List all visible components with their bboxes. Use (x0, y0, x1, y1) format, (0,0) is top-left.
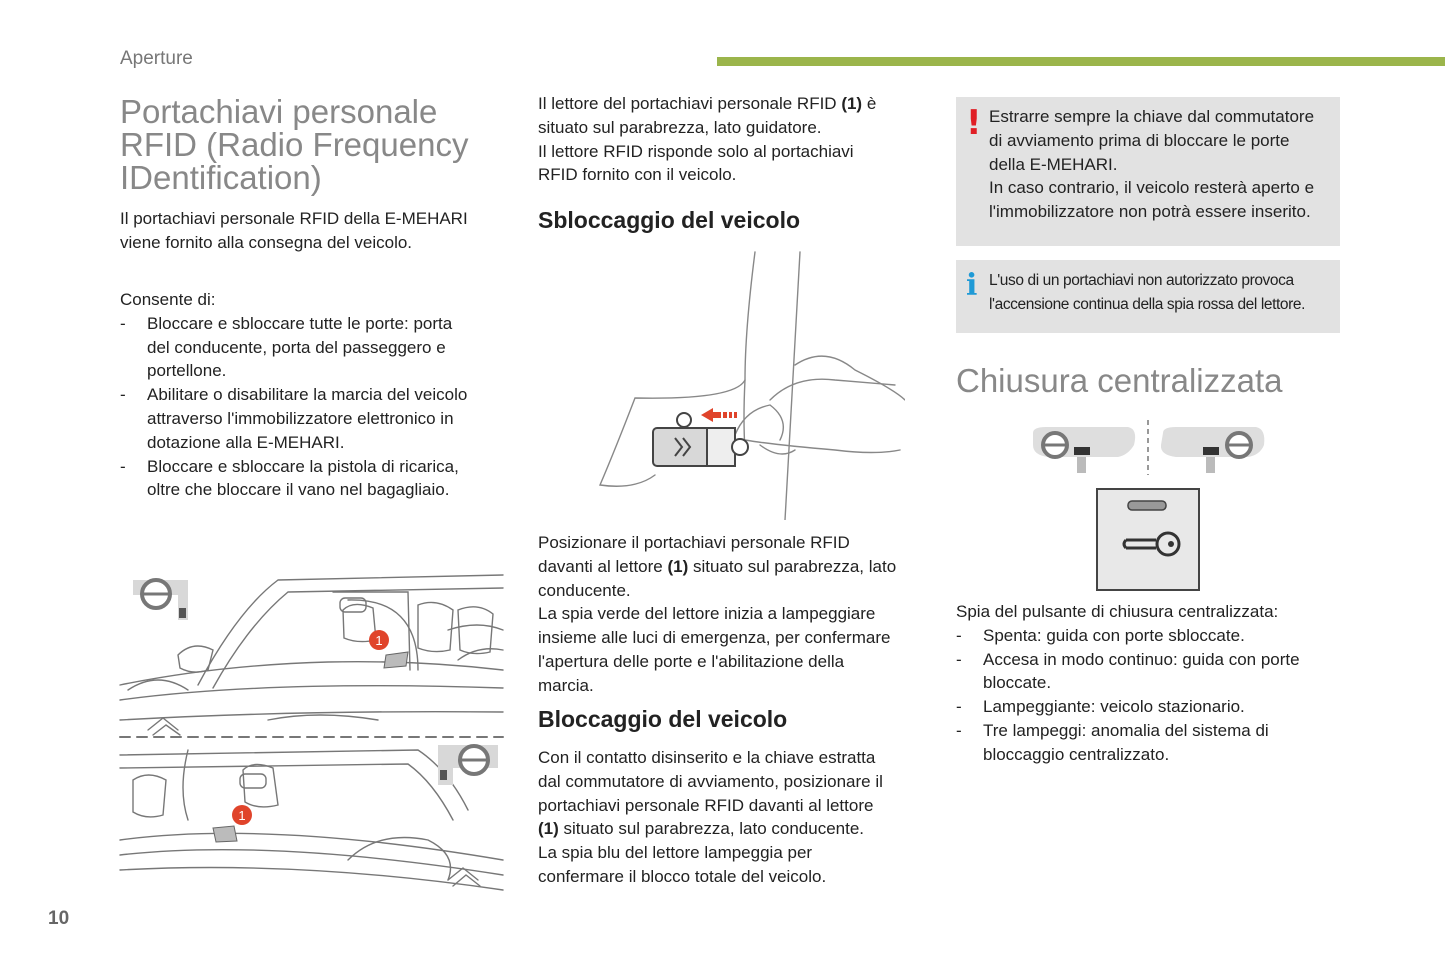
car-interior-illustration (118, 570, 508, 910)
item-line: - Abilitare o disabilitare la marcia del veicolo (147, 385, 468, 405)
list-item (120, 383, 520, 454)
warning-icon: ! (966, 103, 982, 143)
text-line: conducente. (538, 580, 631, 600)
marker-label: 1 (238, 808, 246, 823)
list-item (120, 455, 520, 503)
reader-marker-top (369, 630, 389, 650)
text-line: La spia blu del lettore lampeggia per (538, 843, 813, 863)
item-line: - Tre lampeggi: anomalia del sistema di (983, 720, 1269, 740)
text-line: viene fornito alla consegna del veicolo. (120, 232, 413, 252)
text-line: Il portachiavi personale RFID della E-MEHARI (120, 209, 468, 228)
text-line: Il lettore del portachiavi personale RFID (1) è (538, 94, 877, 113)
text-line: di avviamento prima di bloccare le porte (989, 130, 1290, 150)
item-line: attraverso l'immobilizzatore elettronico in (147, 408, 454, 428)
text-line: della E-MEHARI. (989, 154, 1118, 174)
text-line: l'accensione continua della spia rossa del lettore. (989, 296, 1306, 313)
text-line: dal commutatore di avviamento, posizionare il (538, 771, 883, 791)
spia-section (956, 600, 1346, 767)
page-number: 10 (48, 908, 70, 929)
list-item (956, 648, 1346, 696)
list-item (120, 312, 520, 383)
text-line: L'uso di un portachiavi non autorizzato provoca (989, 272, 1294, 289)
consent-section (120, 288, 520, 502)
intro-paragraph (120, 207, 520, 255)
central-locking-title: Chiusura centralizzata (956, 362, 1283, 399)
rfid-title (120, 95, 510, 194)
steering-wheel-right-icon (1161, 427, 1264, 473)
item-line: oltre che bloccare il vano nel bagagliaio. (147, 480, 450, 500)
warning-box (956, 97, 1340, 246)
text-line: La spia verde del lettore inizia a lampeggiare (538, 604, 876, 624)
list-item (956, 695, 1346, 719)
text-line: Con il contatto disinserito e la chiave estratta (538, 748, 876, 767)
item-line: - Spenta: guida con porte sbloccate. (983, 625, 1245, 645)
item-line: bloccaggio centralizzato. (983, 744, 1170, 764)
list-item (956, 624, 1346, 648)
title-line: Portachiavi personale (120, 93, 438, 130)
text-line: In caso contrario, il veicolo resterà aperto e (989, 178, 1315, 198)
text-line: davanti al lettore (1) situato sul parabrezza, lato (538, 556, 897, 576)
central-lock-button (1097, 489, 1199, 590)
text-line: confermare il blocco totale del veicolo. (538, 866, 827, 886)
unlock-heading: Sbloccaggio del veicolo (538, 207, 801, 233)
central-locking-illustration (1028, 415, 1268, 593)
title-line: IDentification) (120, 159, 322, 196)
info-box (956, 260, 1340, 333)
info-text (989, 269, 1339, 317)
item-line: - Accesa in modo continuo: guida con porte (983, 649, 1300, 669)
item-line: dotazione alla E-MEHARI. (147, 432, 345, 452)
info-icon: i (966, 268, 978, 303)
item-line: - Bloccare e sbloccare la pistola di ricarica, (147, 456, 459, 476)
section-header: Aperture (120, 48, 193, 69)
text-line: l'immobilizzatore non potrà essere inserito. (989, 202, 1311, 222)
title-line: RFID (Radio Frequency (120, 126, 469, 163)
text-line: situato sul parabrezza, lato guidatore. (538, 117, 822, 137)
text-line: Posizionare il portachiavi personale RFID (538, 533, 850, 552)
reader-marker-bottom (232, 805, 252, 825)
item-line: bloccate. (983, 673, 1052, 693)
warning-text (989, 105, 1339, 224)
item-line: - Lampeggiante: veicolo stazionario. (983, 697, 1245, 717)
steering-wheel-right-icon (438, 745, 498, 785)
consent-label: Consente di: (120, 290, 216, 309)
lock-heading: Bloccaggio del veicolo (538, 706, 788, 732)
text-line: insieme alle luci di emergenza, per confermare (538, 628, 891, 648)
text-line: RFID fornito con il veicolo. (538, 165, 737, 185)
marker-label: 1 (375, 633, 383, 648)
header-accent-bar (717, 57, 1445, 66)
text-line: marcia. (538, 675, 594, 695)
steering-wheel-left-icon (1033, 427, 1135, 473)
item-line: - Bloccare e sbloccare tutte le porte: porta (147, 313, 453, 333)
text-line: portachiavi personale RFID davanti al lettore (538, 795, 874, 815)
text-line: Il lettore RFID risponde solo al portachiavi (538, 141, 854, 161)
steering-wheel-left-icon (133, 580, 188, 620)
reader-paragraph (538, 92, 928, 187)
text-line: Estrarre sempre la chiave dal commutatore (989, 107, 1315, 126)
text-line: (1) situato sul parabrezza, lato conducente. (538, 819, 865, 839)
list-item (956, 719, 1346, 767)
text-line: l'apertura delle porte e l'abilitazione della (538, 651, 845, 671)
spia-list (956, 624, 1346, 767)
spia-label: Spia del pulsante di chiusura centralizzata: (956, 602, 1279, 621)
lock-paragraph (538, 746, 933, 889)
rfid-badge-illustration (595, 250, 905, 520)
item-line: del conducente, porta del passeggero e (147, 337, 446, 357)
consent-list (120, 312, 520, 502)
unlock-paragraph (538, 531, 933, 698)
item-line: portellone. (147, 361, 227, 381)
